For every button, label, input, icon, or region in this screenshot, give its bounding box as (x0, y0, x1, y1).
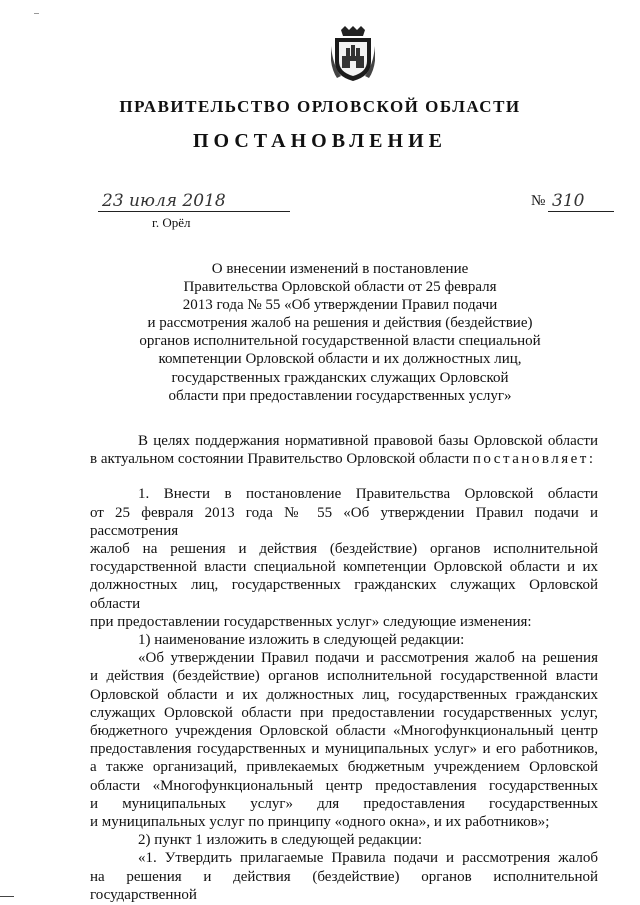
item-1-line: должностных лиц, государственных гражданских служащих Орловской области (90, 577, 598, 612)
preamble-line: В целях поддержания нормативной правовой базы Орловской области (138, 433, 598, 449)
subject-line: компетенции Орловской области и их должностных лиц, (158, 351, 522, 368)
subitem-2-line: «1. Утвердить прилагаемые Правила подачи и рассмотрения жалоб (138, 850, 598, 867)
document-number: 310 (548, 191, 614, 212)
item-1-line: при предоставлении государственных услуг» следующие изменения: (90, 613, 532, 630)
subitem-2-title: 2) пункт 1 изложить в следующей редакции: (138, 832, 423, 849)
subitem-1-title: 1) наименование изложить в следующей редакции: (138, 632, 465, 649)
subject-line: О внесении изменений в постановление (211, 261, 469, 277)
subitem-1-line: служащих Орловской области при предоставлении государственных услуг, (90, 704, 598, 721)
document-date: 23 июля 2018 (98, 191, 290, 212)
preamble-line (90, 451, 596, 467)
document-city: г. Орёл (152, 215, 191, 230)
document-body (90, 432, 598, 904)
subject-line: Правительства Орловской области от 25 февраля (183, 279, 497, 296)
page-edge-mark (0, 896, 14, 897)
subitem-1-line: а также организаций, привлекаемых бюджетным учреждением Орловской (90, 759, 598, 776)
government-title: ПРАВИТЕЛЬСТВО ОРЛОВСКОЙ ОБЛАСТИ (119, 97, 521, 116)
subitem-1-line: предоставления государственных и муниципальных услуг» и его работников, (90, 741, 598, 758)
scan-mark (34, 13, 39, 14)
preamble (90, 432, 598, 468)
subitem-1 (90, 631, 598, 831)
document-subject (100, 260, 580, 405)
subitem-1-line: бюджетного учреждения Орловской области «Многофункциональный центр (90, 723, 598, 740)
subject-line: и рассмотрения жалоб на решения и действия (бездействие) (147, 315, 533, 332)
number-label: № (531, 193, 546, 209)
subject-line: органов исполнительной государственной власти специальной (139, 333, 541, 350)
subitem-1-line: и муниципальных услуг по принципу «одного окна», и их работников»; (90, 814, 550, 831)
subitem-1-line: и действия (бездействие) органов исполнительной государственной власти (90, 668, 598, 685)
subject-line: области при предоставлении государственных услуг» (168, 387, 512, 404)
subject-line: 2013 года № 55 «Об утверждении Правил подачи (182, 297, 498, 314)
item-1-line: 1. Внести в постановление Правительства Орловской области (138, 486, 598, 503)
subitem-1-line: области «Многофункциональный центр предоставления государственных (90, 777, 598, 794)
item-1-line: жалоб на решения и действия (бездействие) органов исполнительной (90, 541, 598, 558)
subitem-2 (90, 831, 598, 904)
item-1-line: от 25 февраля 2013 года № 55 «Об утверждении Правил подачи и рассмотрения (90, 504, 598, 539)
subject-line: государственных гражданских служащих Орловской (171, 369, 509, 386)
subitem-2-line: на решения и действия (бездействие) органов исполнительной государственной (90, 868, 598, 903)
item-1 (90, 485, 598, 631)
subitem-1-line: «Об утверждении Правил подачи и рассмотрения жалоб на решения (138, 650, 598, 667)
subitem-1-line: Орловской области и их должностных лиц, государственных гражданских (90, 686, 598, 703)
subitem-1-line: и муниципальных услуг» для предоставления государственных (90, 795, 598, 812)
coat-of-arms-icon (331, 26, 375, 82)
document-type: ПОСТАНОВЛЕНИЕ (193, 130, 447, 152)
decree-word: постановляет: (472, 451, 596, 468)
preamble-text: в актуальном состоянии Правительство Орловской области (90, 451, 473, 468)
item-1-line: государственной власти специальной компетенции Орловской области и их (90, 559, 598, 576)
